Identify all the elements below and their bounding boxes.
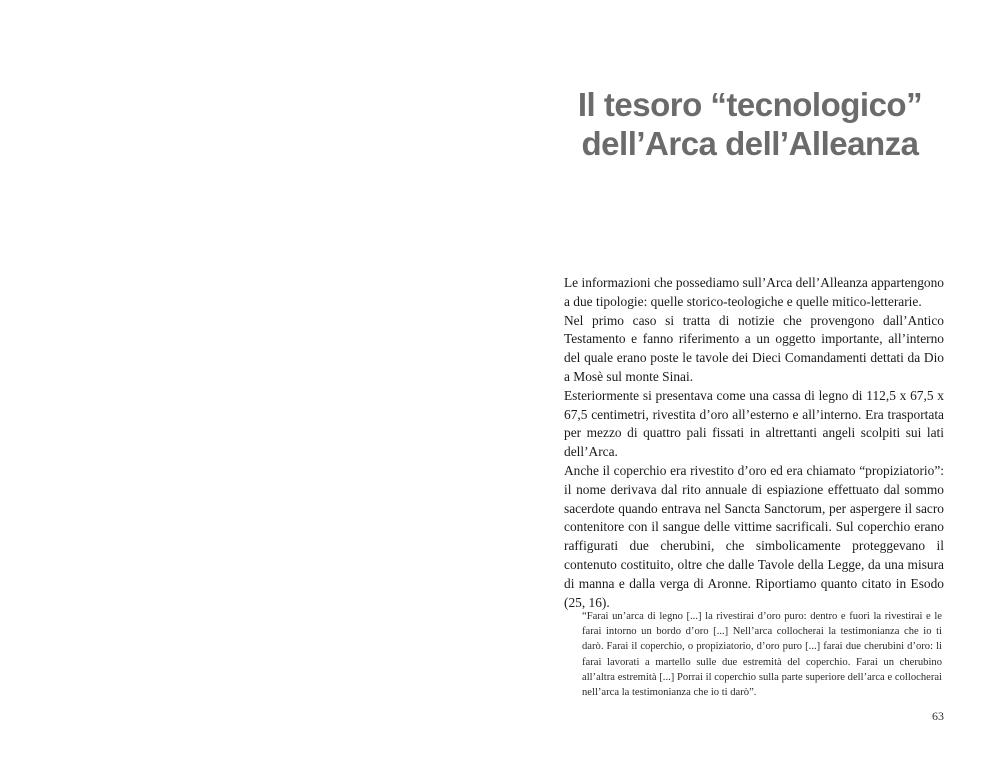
page-number: 63 — [932, 709, 944, 723]
paragraph: Esteriormente si presentava come una cassa di legno di 112,5 x 67,5 x 67,5 centimetri, rivestita d’oro all’esterno e all’interno. Era trasportata per mezzo di quattro pali fissati in altrettanti angeli scolpiti sui lati dell’Arca. — [564, 387, 944, 460]
paragraph: Nel primo caso si tratta di notizie che provengono dall’Antico Testamento e fanno riferimento a un oggetto importante, all’interno del quale erano poste le tavole dei Dieci Comandamenti dettati da Dio a Mosè sul monte Sinai. — [564, 312, 944, 384]
body-text — [564, 274, 944, 612]
exodus-quote: “Farai un’arca di legno [...] la rivestirai d’oro puro: dentro e fuori la rivestirai e le farai intorno un bordo d’oro [...] Nell’arca collocherai la testimonianza che io ti darò. Farai il coperchio, o propiziatorio, d’oro puro [...] farai due cherubini d’oro: li farai lavorati a martello sulle due estremità del coperchio. Farai un cherubino all’altra estremità [...] Porrai il coperchio sulla parte superiore dell’arca e collocherai nell’arca la testimonianza che io ti darò”. — [582, 611, 942, 699]
paragraph: Le informazioni che possediamo sull’Arca dell’Alleanza appartengono a due tipologie: quelle storico-teologiche e quelle mitico-letterarie. — [564, 275, 944, 309]
chapter-title-line-1: Il tesoro “tecnologico” — [577, 86, 923, 123]
chapter-title-line-2: dell’Arca dell’Alleanza — [581, 125, 919, 162]
paragraph: Anche il coperchio era rivestito d’oro ed era chiamato “propiziatorio”: il nome derivava dal rito annuale di espiazione effettuato dal sommo sacerdote quando entrava nel Sancta Sanctorum, per aspergere il sacro contenitore con il sangue delle vittime sacrificali. Sul coperchio erano raffigurati due cherubini, che simbolicamente proteggevano il contenuto costituito, oltre che dalle Tavole della Legge, da una misura di manna e dalla verga di Aronne. Riportiamo quanto citato in Esodo (25, 16). — [564, 462, 944, 610]
chapter-title — [540, 85, 960, 163]
